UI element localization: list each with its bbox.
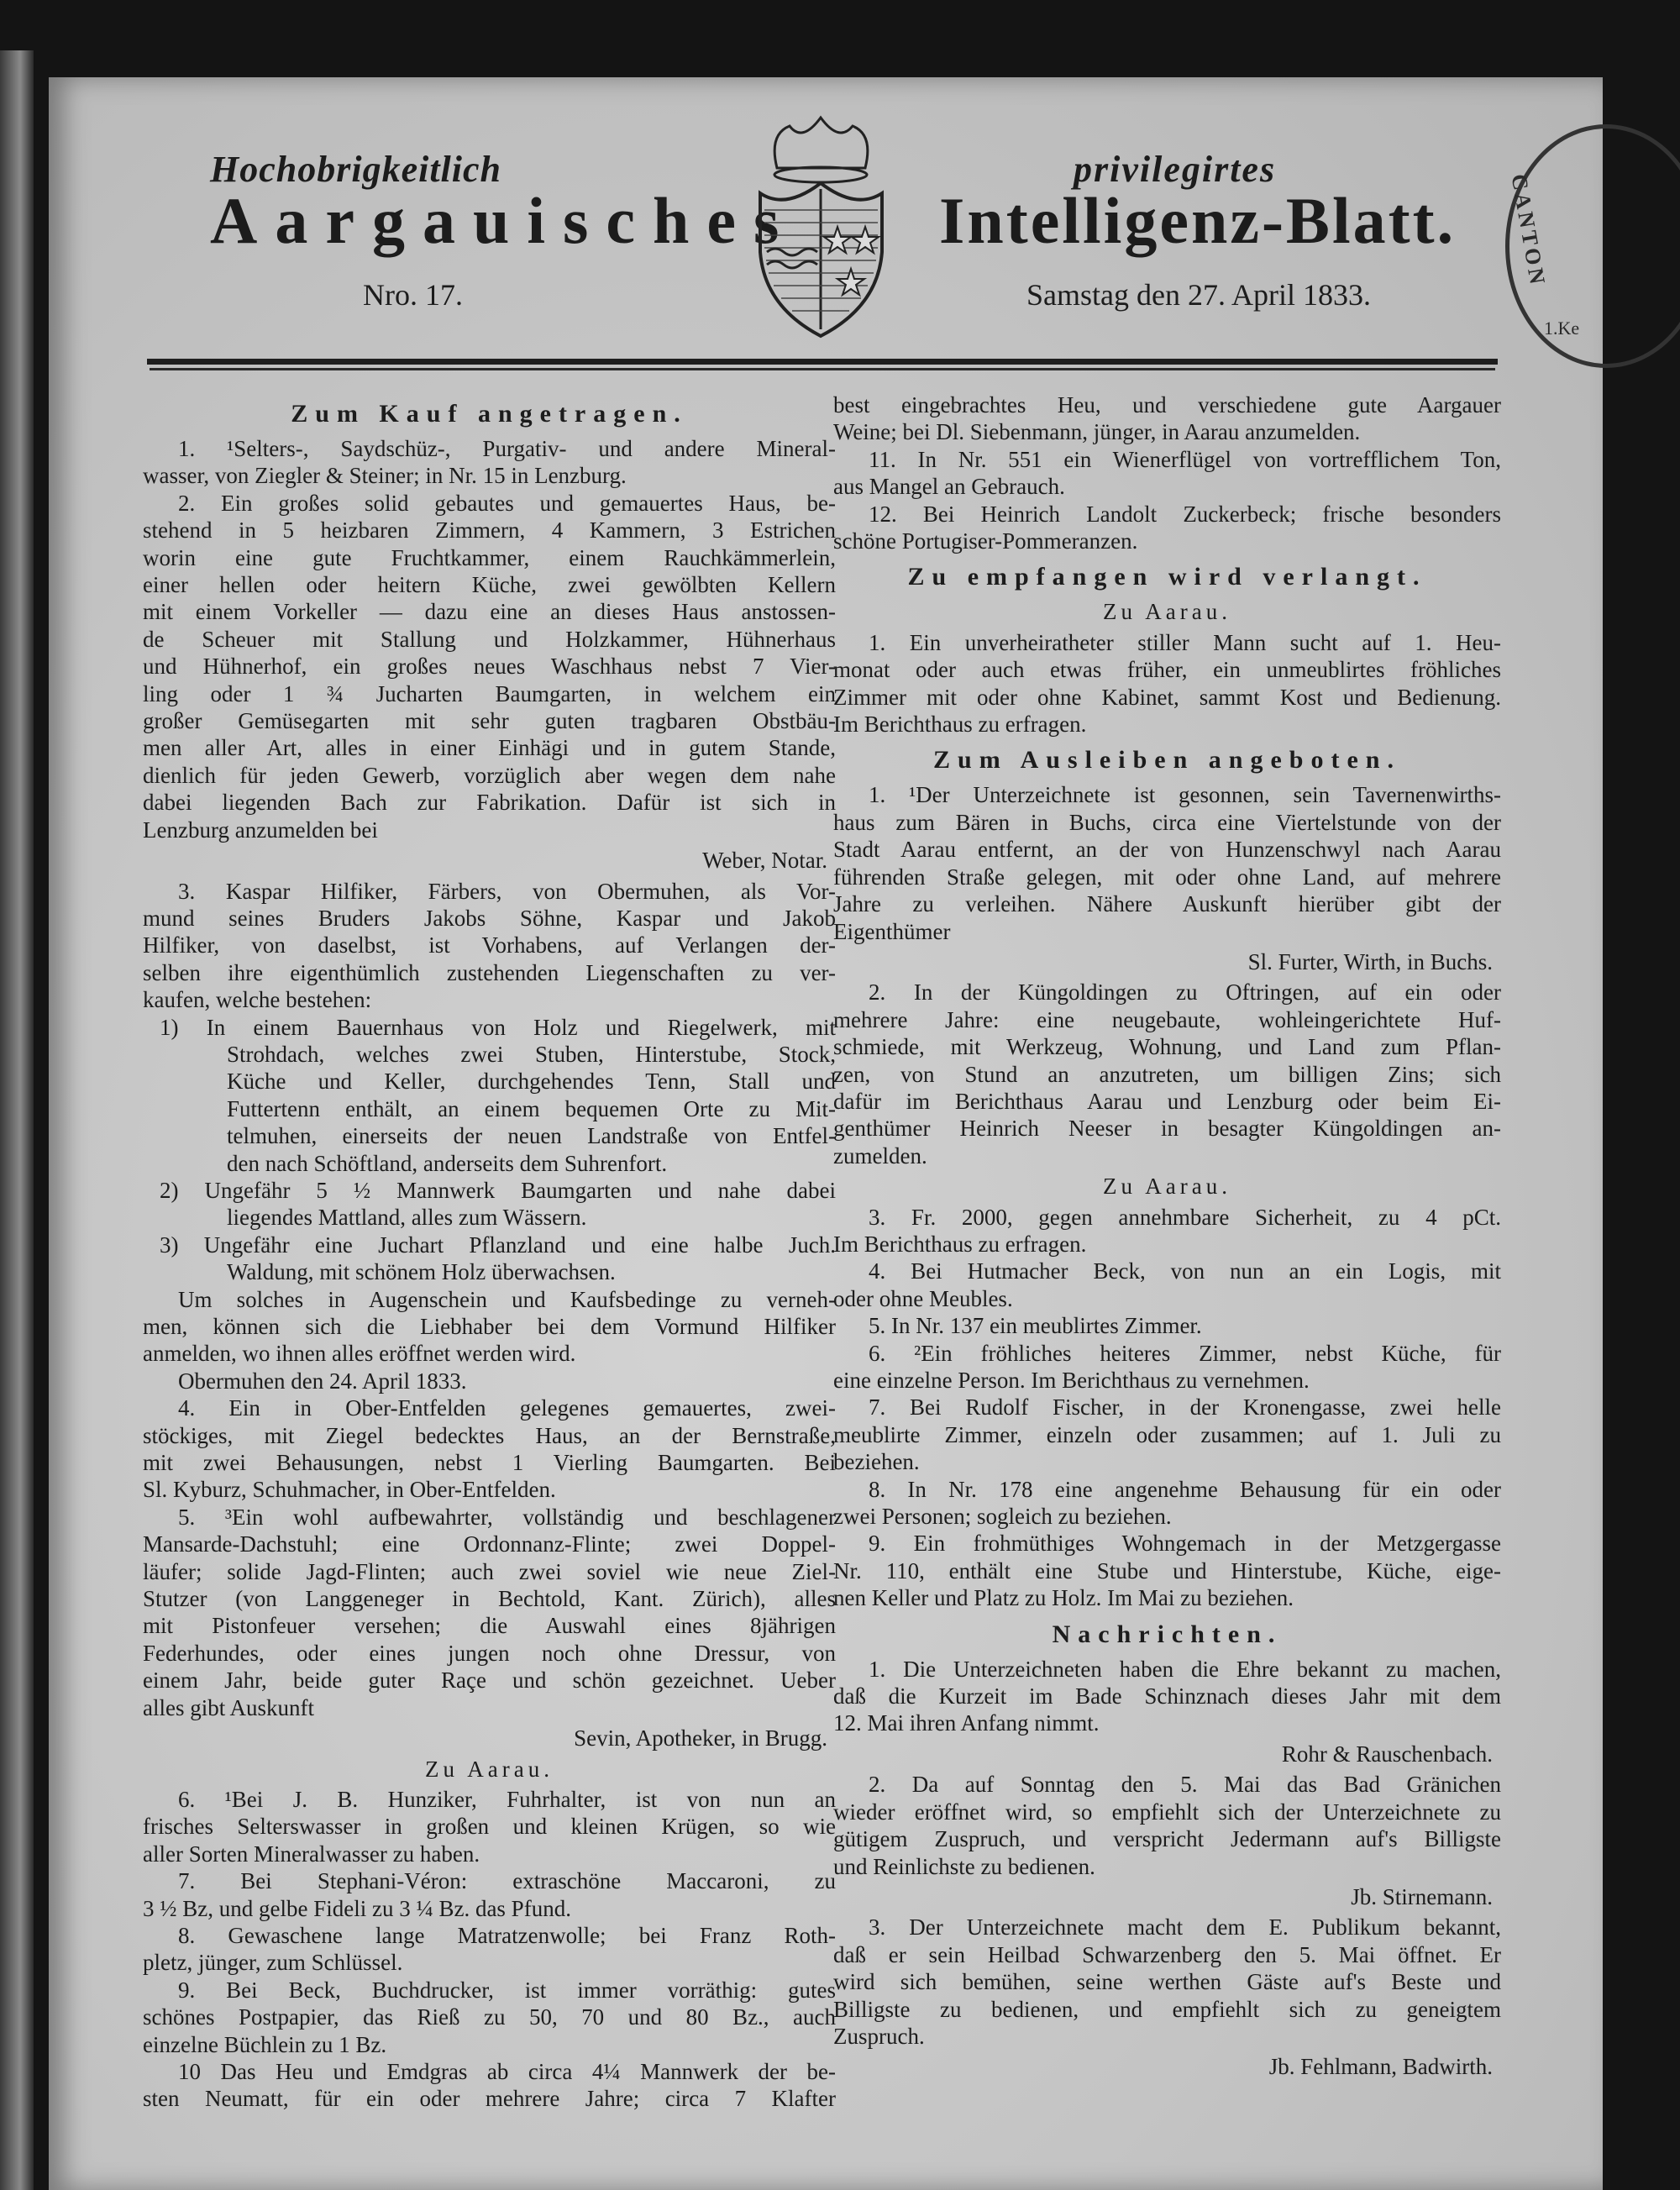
text-line: zumelden. [833,1142,927,1169]
adjacent-page-edge [0,50,34,2190]
stamp-subtext: 1.Ke [1544,318,1580,339]
text-line: 11. In Nr. 551 ein Wienerflügel von vortrefflichem Ton, [869,446,1501,472]
signature: Jb. Fehlmann, Badwirth. [1268,2054,1493,2080]
text-line: Stutzer (von Langgeneger in Bechtold, Kant. Zürich), alles [143,1586,836,1612]
text-line: Im Berichthaus zu erfragen. [833,712,1087,738]
text-line: ling oder 1 ¾ Jucharten Baumgarten, in welchem ein [143,680,836,706]
text-line: telmuhen, einerseits der neuen Landstraße von Entfel- [227,1123,836,1149]
text-line: 1. ¹Selters-, Saydschüz-, Purgativ- und andere Mineral- [178,436,836,461]
text-line: 3. Fr. 2000, gegen annehmbare Sicherheit, zu 4 pCt. [869,1204,1501,1230]
text-line: Obermuhen den 24. April 1833. [178,1368,467,1394]
signature: Weber, Notar. [702,848,827,874]
advertisement-paragraph [143,1786,836,1867]
text-line: einem Jahr, beide guter Raçe und schön gezeichnet. Ueber [143,1667,836,1694]
text-line: stöckiges, mit Ziegel bedecktes Haus, an der Bernstraße, [143,1422,836,1448]
text-line: Strohdach, welches zwei Stuben, Hinterstube, Stock, [227,1041,836,1067]
text-line: 2. Ein großes solid gebautes und gemauertes Haus, be- [178,490,836,516]
text-line: men aller Art, alles in einer Einhägi und in gutem Stande, [143,735,836,761]
text-line: haus zum Bären in Buchs, circa eine Viertelstunde von der [833,809,1501,835]
text-line: anmelden, wo ihnen alles eröffnet werden wird. [143,1341,576,1367]
advertisement-paragraph [833,1914,1501,2050]
advertisement-paragraph [833,781,1501,944]
signature: Rohr & Rauschenbach. [1281,1741,1493,1767]
text-line: 1) In einem Bauernhaus von Holz und Riegelwerk, mit [160,1014,836,1040]
issue-date: Samstag den 27. April 1833. [1026,278,1371,312]
text-line: 12. Bei Heinrich Landolt Zuckerbeck; frische besonders [869,501,1501,527]
text-line: 3 ½ Bz, und gelbe Fideli zu 3 ¼ Bz. das Pfund. [143,1895,571,1921]
advertisement-paragraph [833,1656,1501,1737]
text-line: wieder eröffnet wird, so empfiehlt sich der Unterzeichnete zu [833,1799,1501,1825]
text-line: stehend in 5 heizbaren Zimmern, 4 Kammern, 3 Estrichen [143,517,836,544]
text-line: genthümer Heinrich Neeser in besagter Küngoldingen an- [833,1116,1501,1142]
text-line: 4. Ein in Ober-Entfelden gelegenes gemauertes, zwei- [178,1395,836,1421]
text-line: 6. ²Ein fröhliches heiteres Zimmer, nebst Küche, für [869,1340,1501,1366]
text-line: Federhundes, oder eines jungen noch ohne Dressur, von [143,1640,836,1666]
advertisement-paragraph [143,435,836,490]
section-heading: Zum Ausleiben angeboten. [933,746,1401,775]
text-line: 8. Gewaschene lange Matratzenwolle; bei Franz Roth- [178,1922,836,1948]
signature: Sl. Furter, Wirth, in Buchs. [1247,948,1493,974]
text-line: Weine; bei Dl. Siebenmann, jünger, in Aarau anzumelden. [833,419,1361,445]
text-line: dienlich für jeden Gewerb, vorzüglich aber wegen dem nahe [143,762,836,788]
text-line: und Hühnerhof, ein großes neues Waschhaus nebst 7 Vier- [143,654,836,680]
text-line: 3. Kaspar Hilfiker, Färbers, von Obermuhen, als Vor- [178,878,836,904]
text-line: mehrere Jahre: eine neugebaute, wohleingerichtete Huf- [833,1006,1501,1032]
masthead-title-right-small: privilegirtes [1074,149,1277,190]
text-line: dafür im Berichthaus Aarau und Lenzburg oder beim Ei- [833,1088,1501,1114]
text-line: 3. Der Unterzeichnete macht dem E. Publikum bekannt, [869,1914,1501,1941]
text-line: wasser, von Ziegler & Steiner; in Nr. 15 in Lenzburg. [143,463,627,489]
masthead-title-right: Intelligenz-Blatt. [939,184,1457,257]
text-line: daß die Kurzeit im Bade Schinznach dieses Jahr mit dem [833,1683,1501,1709]
text-line: mund seines Bruders Jakobs Söhne, Kaspar und Jakob [143,905,836,931]
advertisement-paragraph [833,979,1501,1169]
section-heading: Zu empfangen wird verlangt. [907,563,1427,591]
text-line: oder ohne Meubles. [833,1285,1013,1311]
advertisement-paragraph [833,1476,1501,1531]
text-line: frisches Selterswasser in großen und kleinen Krügen, so wie [143,1814,836,1840]
left-column [143,391,836,2113]
advertisement-paragraph [833,1771,1501,1880]
text-line: mit zwei Behausungen, nebst 1 Vierling Baumgarten. Bei [143,1450,836,1476]
list-item [143,1232,836,1286]
text-line: führenden Straße gelegen, mit oder ohne Land, auf mehrere [833,864,1501,890]
text-line: Lenzburg anzumelden bei [143,817,378,843]
section-heading: Nachrichten. [1052,1620,1283,1648]
text-line: Waldung, mit schönem Holz überwachsen. [227,1259,616,1285]
text-line: aller Sorten Mineralwasser zu haben. [143,1841,480,1867]
advertisement-paragraph [143,1867,836,1922]
section-heading: Zum Kauf angetragen. [291,400,688,428]
advertisement-paragraph [143,1394,836,1504]
text-line: 2. In der Küngoldingen zu Oftringen, auf ein oder [869,979,1501,1006]
text-line: Um solches in Augenschein und Kaufsbedinge zu verneh- [178,1286,836,1312]
advertisement-paragraph [833,1530,1501,1611]
advertisement-paragraph [143,490,836,843]
advertisement-paragraph [833,1204,1501,1258]
advertisement-paragraph [833,391,1501,446]
text-line: monat oder auch etwas früher, ein unmeublirtes fröhliches [833,657,1501,683]
text-line: men, können sich die Liebhaber bei dem Vormund Hilfiker [143,1314,836,1339]
coat-of-arms-icon [743,109,899,340]
text-line: kaufen, welche bestehen: [143,987,372,1013]
masthead-rule-thin [150,368,1495,370]
advertisement-paragraph [833,446,1501,501]
text-line: 7. Bei Stephani-Véron: extraschöne Maccaroni, zu [178,1868,836,1894]
advertisement-paragraph [833,1340,1501,1394]
text-line: 9. Ein frohmüthiges Wohngemach in der Metzgergasse [869,1531,1501,1557]
text-line: und Reinlichste zu bedienen. [833,1853,1095,1879]
text-line: 12. Mai ihren Anfang nimmt. [833,1710,1100,1736]
text-line: nen Keller und Platz zu Holz. Im Mai zu beziehen. [833,1585,1294,1611]
text-line: 1. ¹Der Unterzeichnete ist gesonnen, sein Tavernenwirths- [869,782,1501,808]
text-line: Mansarde-Dachstuhl; eine Ordonnanz-Flinte; zwei Doppel- [143,1531,836,1557]
text-line: dabei liegenden Bach zur Fabrikation. Dafür ist sich in [143,790,836,816]
list-item [143,1014,836,1177]
text-line: schmiede, mit Werkzeug, Wohnung, und Land zum Pflan- [833,1034,1501,1060]
text-line: Hilfiker, von daselbst, ist Vorhabens, auf Verlangen der- [143,932,836,958]
text-line: mit einem Vorkeller — dazu eine an dieses Haus anstossen- [143,599,836,625]
advertisement-paragraph [143,1977,836,2058]
text-line: alles gibt Auskunft [143,1694,314,1720]
text-line: Futtertenn enthält, an einem bequemen Orte zu Mit- [227,1095,836,1121]
text-line: gütigem Zuspruch, und verspricht Jedermann auf's Billigste [833,1826,1501,1852]
advertisement-paragraph [143,1504,836,1721]
location-subheading: Zu Aarau. [1103,599,1231,625]
text-line: 5. ³Ein wohl aufbewahrter, vollständig und beschlagener [178,1504,836,1530]
signature: Jb. Stirnemann. [1351,1883,1493,1909]
text-line: 8. In Nr. 178 eine angenehme Behausung für ein oder [869,1476,1501,1502]
advertisement-paragraph [143,1922,836,1977]
text-line: 5. In Nr. 137 ein meublirtes Zimmer. [869,1313,1202,1339]
masthead-title-left: Aargauisches [210,184,797,257]
advertisement-paragraph [143,2058,836,2113]
advertisement-paragraph [833,501,1501,555]
text-line: best eingebrachtes Heu, und verschiedene gute Aargauer [833,392,1501,418]
text-line: 2) Ungefähr 5 ½ Mannwerk Baumgarten und nahe dabei [160,1177,836,1203]
text-line: Nr. 110, enthält eine Stube und Hinterstube, Küche, eige- [833,1557,1501,1583]
text-line: 1. Die Unterzeichneten haben die Ehre bekannt zu machen, [869,1656,1501,1682]
text-line: einer hellen oder heitern Küche, zwei gewölbten Kellern [143,572,836,598]
advertisement-paragraph [833,1258,1501,1312]
text-line: pletz, jünger, zum Schlüssel. [143,1950,403,1976]
text-line: Zimmer mit oder ohne Kabinet, sammt Kost und Bedienung. [833,684,1501,710]
text-line: liegendes Mattland, alles zum Wässern. [227,1205,587,1231]
text-line: 1. Ein unverheiratheter stiller Mann sucht auf 1. Heu- [869,629,1501,655]
text-line: den nach Schöftland, anderseits dem Suhrenfort. [227,1150,668,1176]
text-line: de Scheuer mit Stallung und Holzkammer, Hühnerhaus [143,626,836,652]
text-line: mit Pistonfeuer versehen; die Auswahl eines 8jährigen [143,1613,836,1639]
text-line: daß er sein Heilbad Schwarzenberg den 5. Mai öffnet. Er [833,1941,1501,1967]
text-line: Stadt Aarau entfernt, an der von Hunzenschwyl nach Aarau [833,837,1501,863]
text-line: großer Gemüsegarten mit sehr guten tragbaren Obstbäu- [143,708,836,734]
advertisement-paragraph [143,1286,836,1368]
text-line: 6. ¹Bei J. B. Hunziker, Fuhrhalter, ist von nun an [178,1786,836,1812]
text-line: Im Berichthaus zu erfragen. [833,1231,1087,1257]
text-line: Küche und Keller, durchgehendes Tenn, Stall und [227,1069,836,1095]
text-line: 7. Bei Rudolf Fischer, in der Kronengasse, zwei helle [869,1394,1501,1421]
stamp-text: CANTON [1506,172,1551,290]
text-line: meublirte Zimmer, einzeln oder zusammen; auf 1. Juli zu [833,1421,1501,1447]
text-line: 3) Ungefähr eine Juchart Pflanzland und eine halbe Juch. [160,1232,836,1258]
text-line: Zuspruch. [833,2023,925,2049]
advertisement-paragraph [143,878,836,1014]
text-line: eine einzelne Person. Im Berichthaus zu vernehmen. [833,1368,1310,1393]
text-line: 9. Bei Beck, Buchdrucker, ist immer vorräthig: gutes [178,1977,836,2003]
text-line: Sl. Kyburz, Schuhmacher, in Ober-Entfelden. [143,1477,556,1503]
issue-number: Nro. 17. [363,278,463,312]
advertisement-paragraph [833,1312,1501,1339]
advertisement-paragraph [833,1394,1501,1475]
location-subheading: Zu Aarau. [1103,1174,1231,1200]
text-line: schöne Portugiser-Pommeranzen. [833,528,1138,554]
text-line: schönes Postpapier, das Rieß zu 50, 70 und 80 Bz., auch [143,2004,836,2030]
text-line: zen, von Stund an anzutreten, um billigen Zins; sich [833,1061,1501,1087]
text-line: läufer; solide Jagd-Flinten; auch zwei soviel wie neue Ziel- [143,1558,836,1584]
text-line: wird sich bemühen, seine werthen Gäste auf's Beste und [833,1969,1501,1995]
text-line: worin eine gute Fruchtkammer, einem Rauchkämmerlein, [143,544,836,570]
text-line: 4. Bei Hutmacher Beck, von nun an ein Logis, mit [869,1258,1501,1284]
text-line: selben ihre eigenthümlich zustehenden Liegenschaften zu ver- [143,959,836,985]
signature: Sevin, Apotheker, in Brugg. [574,1725,827,1751]
text-line: 2. Da auf Sonntag den 5. Mai das Bad Gränichen [869,1772,1501,1798]
right-column [833,391,1501,2084]
masthead-rule [147,359,1498,365]
text-line: 10 Das Heu und Emdgras ab circa 4¼ Mannwerk der be- [178,2058,836,2084]
text-line: Eigenthümer [833,918,951,944]
text-line: beziehen. [833,1449,920,1475]
text-line: aus Mangel an Gebrauch. [833,474,1065,500]
text-line: sten Neumatt, für ein oder mehrere Jahre; circa 7 Klafter [143,2086,836,2112]
advertisement-paragraph [143,1368,836,1394]
advertisement-paragraph [833,629,1501,738]
list-item [143,1177,836,1232]
location-subheading: Zu Aarau. [425,1756,554,1782]
text-line: einzelne Büchlein zu 1 Bz. [143,2031,387,2057]
text-line: Billigste zu bedienen, und empfiehlt sich zu geneigtem [833,1996,1501,2022]
text-line: zwei Personen; sogleich zu beziehen. [833,1504,1172,1530]
masthead-title-left-small: Hochobrigkeitlich [210,149,501,190]
text-line: Jahre zu verleihen. Nähere Auskunft hierüber gibt der [833,891,1501,917]
